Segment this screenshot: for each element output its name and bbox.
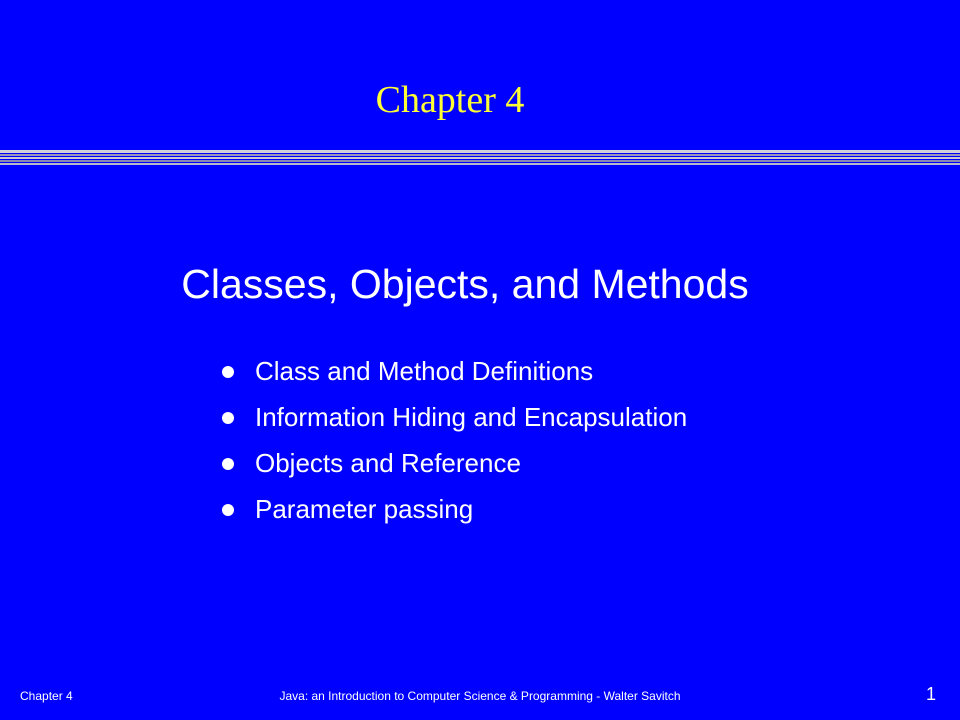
bullet-dot-icon bbox=[222, 412, 234, 424]
bullet-text: Objects and Reference bbox=[255, 447, 521, 478]
header-divider bbox=[0, 150, 960, 166]
footer-chapter-label: Chapter 4 bbox=[20, 689, 73, 703]
bullet-item bbox=[222, 440, 687, 486]
bullet-dot-icon bbox=[222, 504, 234, 516]
chapter-heading: Chapter 4 bbox=[375, 79, 525, 121]
bullet-list bbox=[222, 348, 687, 532]
slide-title: Classes, Objects, and Methods bbox=[181, 261, 749, 307]
bullet-item bbox=[222, 348, 687, 394]
bullet-text: Parameter passing bbox=[255, 493, 474, 524]
footer-book-title: Java: an Introduction to Computer Science & Programming - Walter Savitch bbox=[279, 689, 681, 703]
bullet-item bbox=[222, 394, 687, 440]
bullet-text: Information Hiding and Encapsulation bbox=[255, 401, 688, 432]
bullet-dot-icon bbox=[222, 366, 234, 378]
bullet-text: Class and Method Definitions bbox=[255, 355, 594, 386]
page-number: 1 bbox=[925, 684, 936, 704]
bullet-dot-icon bbox=[222, 458, 234, 470]
slide-footer bbox=[0, 686, 960, 706]
bullet-item bbox=[222, 486, 687, 532]
